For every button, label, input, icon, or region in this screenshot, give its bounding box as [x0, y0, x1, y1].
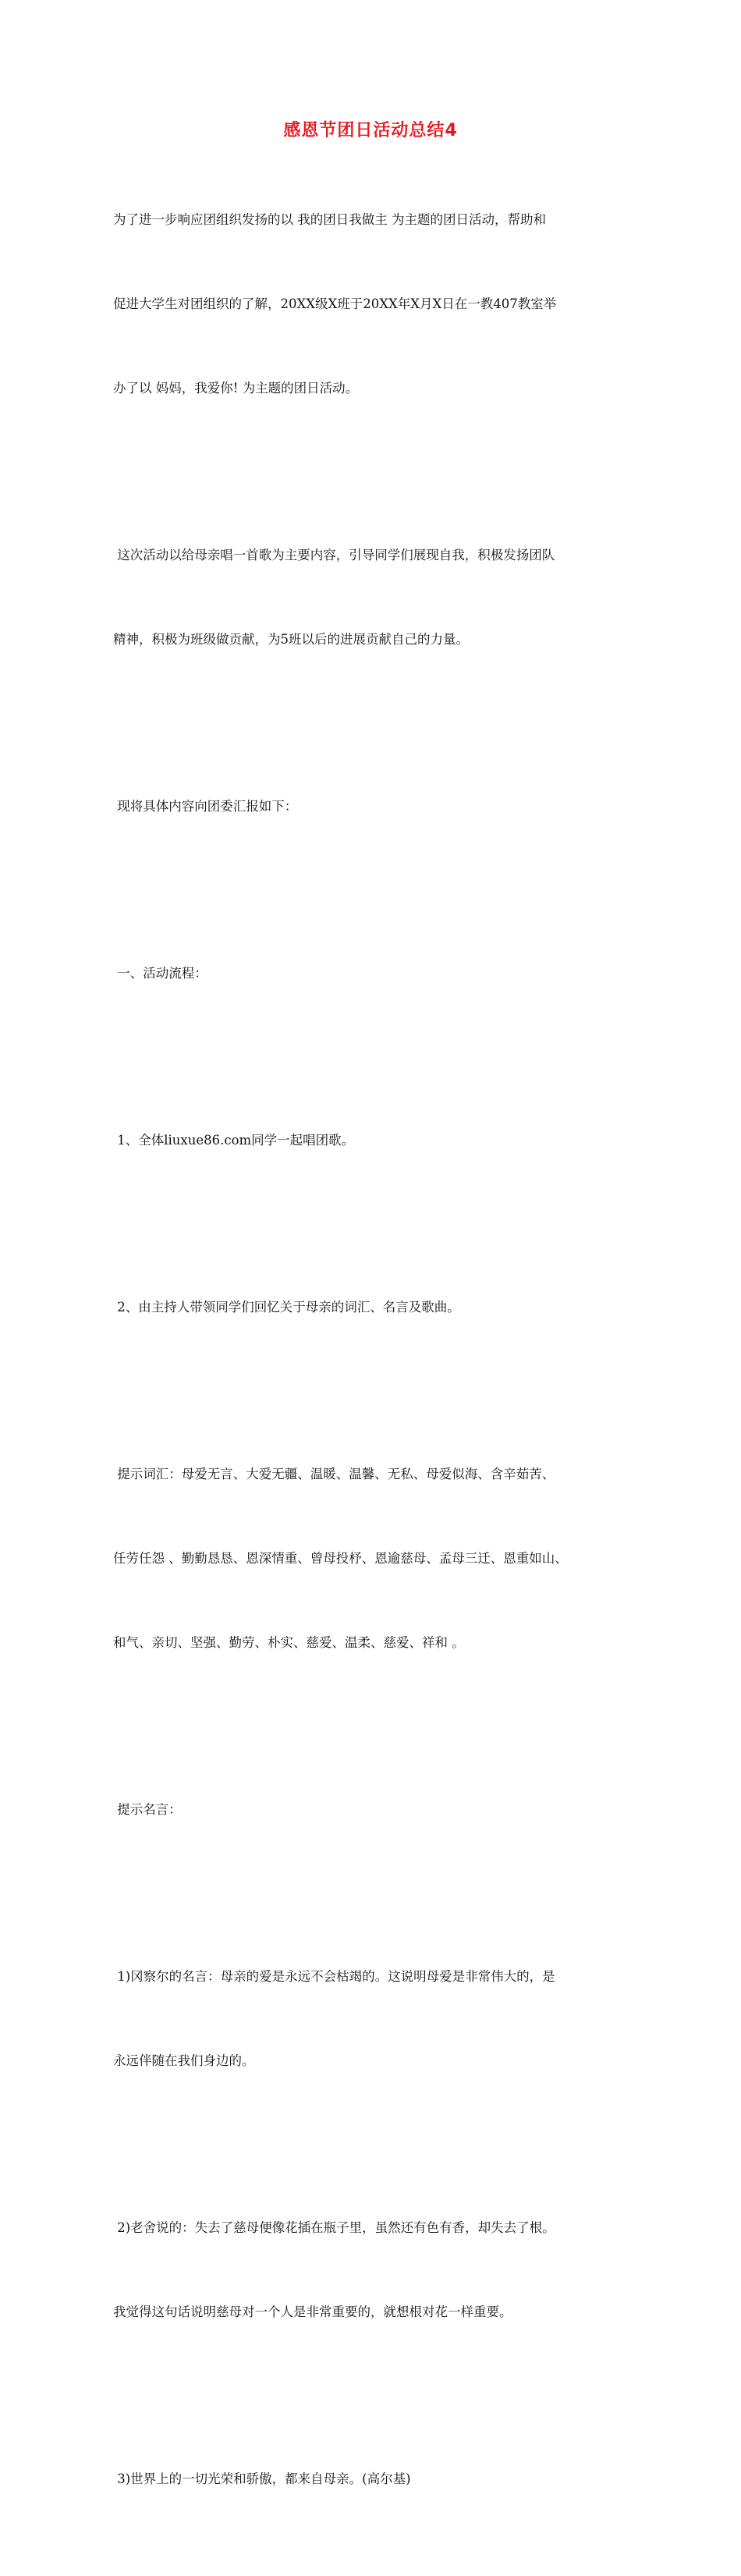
- quote-item-2: [113, 2158, 637, 2383]
- document-title: 感恩节团日活动总结4: [283, 121, 458, 140]
- text-line: 一、活动流程：: [113, 966, 207, 981]
- text-line: 3)世界上的一切光荣和骄傲，都来自母亲。(高尔基): [113, 2471, 411, 2486]
- paragraph-report-intro: [113, 736, 637, 877]
- paragraph-activity-purpose: [113, 485, 637, 710]
- text-line: 2、由主持人带领同学们回忆关于母亲的词汇、名言及歌曲。: [113, 1300, 460, 1315]
- text-line: 提示名言：: [113, 1802, 182, 1817]
- text-line: 为了进一步响应团组织发扬的以 我的团日我做主 为主题的团日活动，帮助和: [113, 212, 546, 227]
- quote-item-3: [113, 2409, 637, 2549]
- text-line: 精神，积极为班级做贡献，为5班以后的进展贡献自己的力量。: [113, 632, 469, 647]
- text-line: 现将具体内容向团委汇报如下：: [113, 799, 298, 814]
- document-body: [113, 150, 637, 2576]
- paragraph-intro: [113, 150, 637, 459]
- text-line: 永远伴随在我们身边的。: [113, 2053, 255, 2068]
- paragraph-quotes-heading: [113, 1740, 637, 1880]
- paragraph-vocabulary: [113, 1404, 637, 1713]
- quote-item-1: [113, 1907, 637, 2131]
- text-line: 这次活动以给母亲唱一首歌为主要内容，引导同学们展现自我，积极发扬团队: [113, 548, 555, 562]
- list-item-step-1: [113, 1070, 637, 1211]
- text-line: 1)冈察尔的名言：母亲的爱是永远不会枯竭的。这说明母爱是非常伟大的，是: [113, 1969, 555, 1984]
- text-line: 和气、亲切、坚强、勤劳、朴实、慈爱、温柔、慈爱、祥和 。: [113, 1635, 465, 1650]
- text-line: 提示词汇：母爱无言、大爱无疆、温暖、温馨、无私、母爱似海、含辛茹苦、: [113, 1467, 555, 1481]
- text-line: 办了以 妈妈，我爱你! 为主题的团日活动。: [113, 381, 359, 396]
- text-line: 1、全体liuxue86.com同学一起唱团歌。: [113, 1133, 355, 1148]
- list-item-step-2: [113, 1237, 637, 1378]
- section-heading-process: [113, 903, 637, 1044]
- text-line: 2)老舍说的：失去了慈母便像花插在瓶子里，虽然还有色有香，却失去了根。: [113, 2220, 555, 2235]
- text-line: 我觉得这句话说明慈母对一个人是非常重要的，就想根对花一样重要。: [113, 2305, 512, 2319]
- text-line: 促进大学生对团组织的了解，20XX级X班于20XX年X月X日在一教407教室举: [113, 296, 557, 311]
- text-line: 任劳任怨 、勤勤恳恳、恩深情重、曾母投杼、恩逾慈母、孟母三迁、恩重如山、: [113, 1551, 568, 1566]
